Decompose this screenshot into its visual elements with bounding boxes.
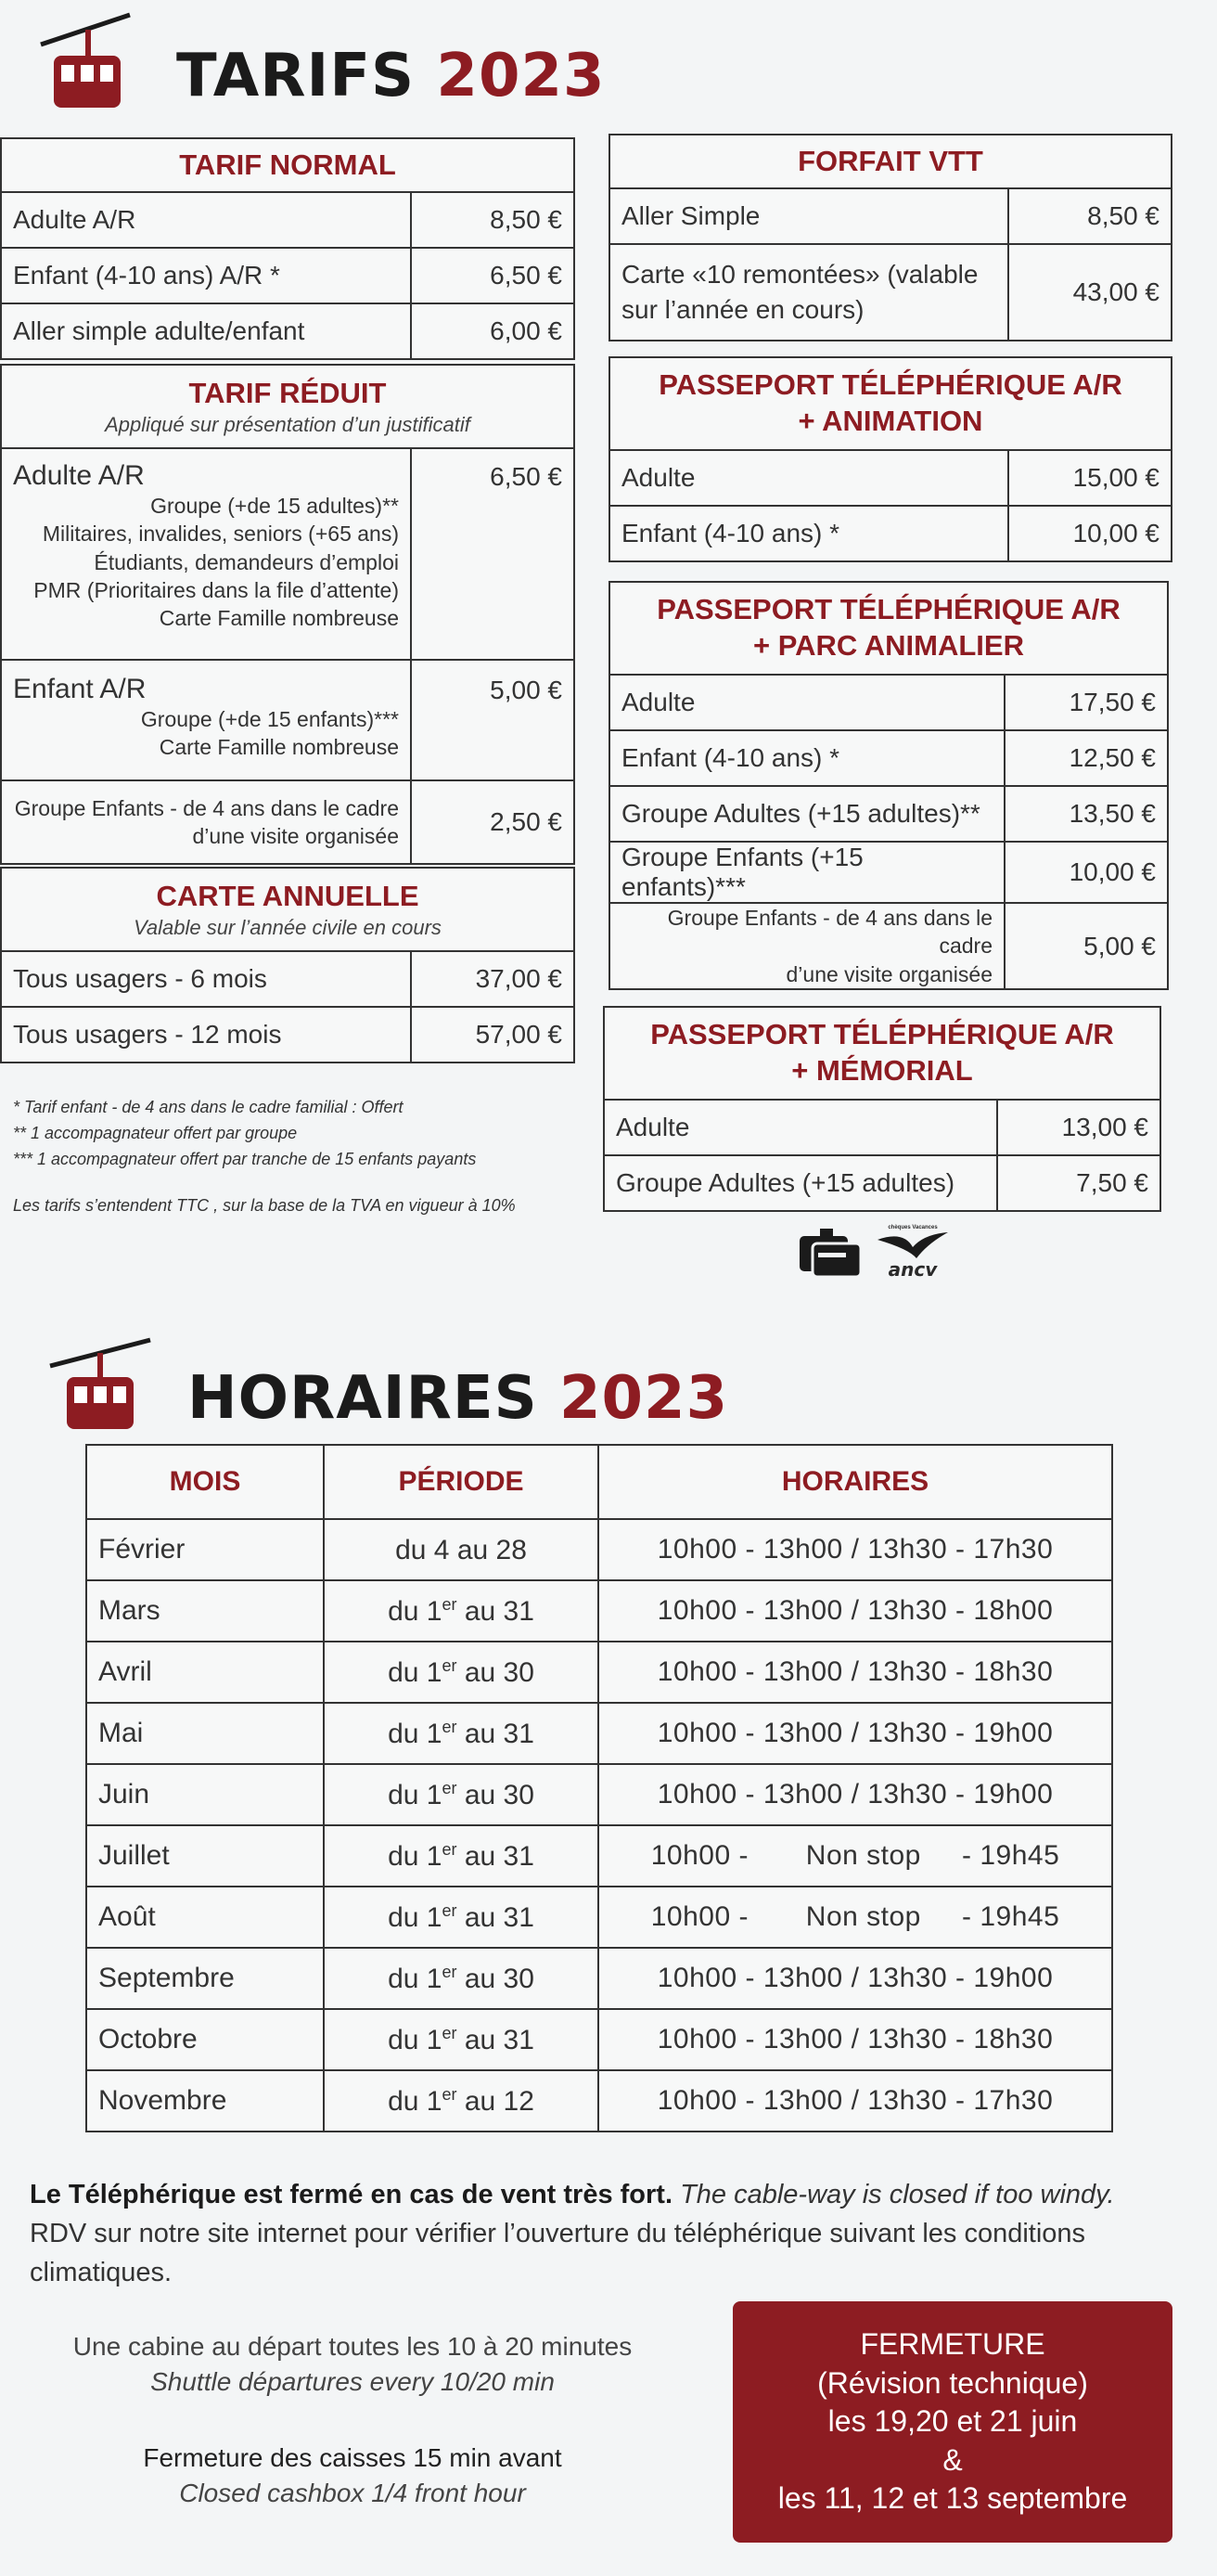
periode-sup: er (442, 2084, 457, 2104)
forfait-vtt-header: FORFAIT VTT (609, 135, 1172, 188)
periode-start: du 1 (388, 1779, 442, 1810)
periode-sup: er (442, 1900, 457, 1920)
pass-memorial-price: 7,50 € (997, 1155, 1160, 1211)
tarif-reduit-groupe-line: Groupe Enfants - de 4 ans dans le cadre (14, 795, 399, 820)
schedule-row (86, 1642, 1112, 1703)
schedule-horaires: 10h00 - Non stop - 19h45 (598, 1887, 1112, 1948)
schedule-header-periode: PÉRIODE (324, 1445, 598, 1519)
ancv-logo (876, 1225, 950, 1281)
pass-parc-label: Enfant (4-10 ans) * (609, 730, 1005, 786)
schedule-horaires: 10h00 - 13h00 / 13h30 - 19h00 (598, 1764, 1112, 1825)
periode-end: au 30 (456, 1963, 534, 1994)
pass-parc-groupe-line: d’une visite organisée (786, 961, 993, 986)
tarif-reduit-table (0, 364, 575, 865)
tarif-reduit-adulte-line: Militaires, invalides, seniors (+65 ans) (42, 522, 399, 547)
fermeture-l5: les 11, 12 et 13 septembre (777, 2481, 1128, 2516)
cabine-en: Shuttle départures every 10/20 min (150, 2366, 555, 2396)
tarif-reduit-adulte-line: Groupe (+de 15 adultes)** (150, 494, 399, 518)
periode-start: du 1 (388, 1963, 442, 1994)
ancv-caption: chèques Vacances (888, 1225, 938, 1230)
schedule-mois: Avril (86, 1642, 324, 1703)
pass-parc-label: Groupe Enfants (+15 enfants)*** (609, 842, 1005, 903)
tarif-reduit-groupe-price: 2,50 € (411, 780, 574, 864)
fermeture-box (733, 2301, 1172, 2543)
forfait-vtt-label: Carte «10 remontées» (valable sur l’année en cours) (609, 244, 1008, 341)
periode-sup: er (442, 1717, 457, 1736)
schedule-horaires: 10h00 - 13h00 / 13h30 - 18h30 (598, 2009, 1112, 2070)
pass-parc-price: 17,50 € (1005, 675, 1168, 730)
cabine-fr: Une cabine au départ toutes les 10 à 20 minutes (72, 2332, 633, 2361)
schedule-row (86, 1703, 1112, 1764)
schedule-periode (324, 1825, 598, 1887)
schedule-mois: Octobre (86, 2009, 324, 2070)
pass-parc-table (608, 581, 1169, 990)
info-block (30, 2175, 1180, 2292)
periode-sup: er (442, 2023, 457, 2042)
schedule-header-mois: MOIS (86, 1445, 324, 1519)
periode-start: du 1 (388, 2024, 442, 2055)
schedule-periode (324, 1948, 598, 2009)
periode-end: au 31 (456, 2024, 534, 2055)
tarif-normal-table (0, 137, 575, 360)
caisses-fr: Fermeture des caisses 15 min avant (143, 2443, 562, 2472)
schedule-row (86, 1764, 1112, 1825)
caisses-en: Closed cashbox 1/4 front hour (179, 2478, 526, 2507)
pass-parc-price: 10,00 € (1005, 842, 1168, 903)
periode-sup: er (442, 1839, 457, 1859)
pass-parc-header-l1: PASSEPORT TÉLÉPHÉRIQUE A/R (657, 593, 1121, 626)
tarif-reduit-enfant-price: 5,00 € (411, 660, 574, 780)
horaires-year: 2023 (558, 1364, 729, 1433)
schedule-periode (324, 1703, 598, 1764)
tarif-reduit-enfant-label: Enfant A/R (13, 674, 147, 704)
pass-parc-header-l2: + PARC ANIMALIER (753, 629, 1024, 662)
tarif-reduit-groupe-line: d’une visite organisée (192, 824, 399, 848)
tarif-reduit-adulte-label: Adulte A/R (13, 460, 145, 491)
periode-end: au 31 (456, 1595, 534, 1627)
schedule-periode (324, 1642, 598, 1703)
tarif-normal-label: Aller simple adulte/enfant (1, 303, 411, 359)
footnote: ** 1 accompagnateur offert par groupe (13, 1123, 298, 1142)
periode-end: au 12 (456, 2085, 534, 2117)
schedule-row (86, 1887, 1112, 1948)
tarifs-word: TARIFS (176, 42, 416, 110)
schedule-periode (324, 2009, 598, 2070)
tarif-reduit-adulte-line: Carte Famille nombreuse (159, 606, 399, 631)
payment-logos (798, 1223, 950, 1281)
schedule-mois: Mars (86, 1580, 324, 1642)
footnotes (13, 1095, 570, 1219)
schedule-horaires: 10h00 - 13h00 / 13h30 - 18h30 (598, 1642, 1112, 1703)
pass-animation-price: 10,00 € (1008, 506, 1172, 561)
tarif-normal-price: 6,50 € (411, 248, 574, 303)
schedule-periode (324, 1764, 598, 1825)
periode-start: du 1 (388, 1901, 442, 1933)
footnote: *** 1 accompagnateur offert par tranche de 15 enfants payants (13, 1149, 477, 1168)
info-line2: RDV sur notre site internet pour vérifier l’ouverture du téléphérique suivant les conditions climatiques. (30, 2219, 1086, 2288)
pass-parc-groupe-price: 5,00 € (1005, 903, 1168, 989)
tarifs-title (37, 9, 606, 111)
periode-start: du 1 (388, 1595, 442, 1627)
periode-start: du 1 (388, 1840, 442, 1872)
schedule-horaires: 10h00 - 13h00 / 13h30 - 19h00 (598, 1948, 1112, 2009)
caisses-info (28, 2441, 677, 2511)
footnote: * Tarif enfant - de 4 ans dans le cadre familial : Offert (13, 1098, 404, 1116)
schedule-table (85, 1444, 1113, 2132)
pass-memorial-header-l2: + MÉMORIAL (791, 1054, 973, 1087)
periode-start: du 1 (388, 2085, 442, 2117)
periode-end: au 31 (456, 1718, 534, 1749)
tarifs-year: 2023 (436, 42, 606, 110)
tarif-reduit-enfant-line: Carte Famille nombreuse (159, 735, 399, 760)
schedule-horaires: 10h00 - 13h00 / 13h30 - 18h00 (598, 1580, 1112, 1642)
tarif-normal-header: TARIF NORMAL (1, 138, 574, 192)
pass-parc-label: Groupe Adultes (+15 adultes)** (609, 786, 1005, 842)
periode-end: au 30 (456, 1656, 534, 1688)
ancv-text: ancv (888, 1258, 938, 1281)
pass-animation-header-l2: + ANIMATION (798, 405, 983, 437)
schedule-row (86, 1825, 1112, 1887)
fermeture-l4: & (942, 2442, 963, 2477)
cable-car-icon (46, 1336, 154, 1433)
schedule-row (86, 1580, 1112, 1642)
carte-annuelle-label: Tous usagers - 6 mois (1, 951, 411, 1007)
pass-animation-header-l1: PASSEPORT TÉLÉPHÉRIQUE A/R (659, 368, 1122, 402)
ttc-note: Les tarifs s’entendent TTC , sur la base de la TVA en vigueur à 10% (13, 1195, 516, 1215)
carte-annuelle-price: 57,00 € (411, 1007, 574, 1063)
pass-memorial-header-l1: PASSEPORT TÉLÉPHÉRIQUE A/R (650, 1018, 1114, 1051)
horaires-word: HORAIRES (187, 1364, 538, 1433)
pass-parc-label: Adulte (609, 675, 1005, 730)
schedule-mois: Février (86, 1519, 324, 1580)
fermeture-l1: FERMETURE (860, 2327, 1045, 2362)
forfait-vtt-price: 8,50 € (1008, 188, 1172, 244)
pass-animation-label: Adulte (609, 450, 1008, 506)
cabine-info (28, 2329, 677, 2400)
tarif-normal-label: Enfant (4-10 ans) A/R * (1, 248, 411, 303)
schedule-header-horaires: HORAIRES (598, 1445, 1112, 1519)
periode-sup: er (442, 1655, 457, 1675)
pass-memorial-label: Groupe Adultes (+15 adultes) (604, 1155, 997, 1211)
tarif-normal-price: 6,00 € (411, 303, 574, 359)
periode-sup: er (442, 1594, 457, 1614)
schedule-mois: Mai (86, 1703, 324, 1764)
schedule-mois: Juillet (86, 1825, 324, 1887)
tarif-reduit-adulte-line: PMR (Prioritaires dans la file d’attente) (33, 578, 399, 603)
tarif-normal-price: 8,50 € (411, 192, 574, 248)
schedule-row (86, 1948, 1112, 2009)
schedule-periode (324, 1580, 598, 1642)
fermeture-l2: (Révision technique) (817, 2365, 1088, 2400)
schedule-periode (324, 1887, 598, 1948)
cable-car-icon (37, 9, 139, 111)
pass-memorial-table (603, 1006, 1161, 1212)
schedule-row (86, 2009, 1112, 2070)
periode-end: au 30 (456, 1779, 534, 1810)
tarif-normal-label: Adulte A/R (1, 192, 411, 248)
pass-animation-label: Enfant (4-10 ans) * (609, 506, 1008, 561)
carte-annuelle-table (0, 867, 575, 1063)
forfait-vtt-price: 43,00 € (1008, 244, 1172, 341)
schedule-mois: Juin (86, 1764, 324, 1825)
pass-animation-table (608, 356, 1172, 562)
periode-sup: er (442, 1778, 457, 1797)
pass-parc-price: 12,50 € (1005, 730, 1168, 786)
pass-parc-price: 13,50 € (1005, 786, 1168, 842)
tarif-reduit-header: TARIF RÉDUIT (188, 376, 387, 409)
info-italic: The cable-way is closed if too windy. (673, 2180, 1115, 2209)
schedule-mois: Novembre (86, 2070, 324, 2132)
credit-card-icon (798, 1223, 863, 1281)
carte-annuelle-header: CARTE ANNUELLE (156, 879, 419, 912)
schedule-periode (324, 1519, 598, 1580)
periode-start: du 1 (388, 1656, 442, 1688)
pass-memorial-label: Adulte (604, 1100, 997, 1155)
schedule-horaires: 10h00 - Non stop - 19h45 (598, 1825, 1112, 1887)
carte-annuelle-price: 37,00 € (411, 951, 574, 1007)
pass-parc-groupe-line: Groupe Enfants - de 4 ans dans le cadre (667, 906, 993, 959)
schedule-row (86, 2070, 1112, 2132)
horaires-title (46, 1336, 728, 1433)
schedule-row (86, 1519, 1112, 1580)
info-bold: Le Téléphérique est fermé en cas de vent très fort. (30, 2180, 673, 2209)
forfait-vtt-table (608, 134, 1172, 341)
tarif-reduit-adulte-line: Étudiants, demandeurs d’emploi (94, 549, 399, 574)
schedule-periode (324, 2070, 598, 2132)
tarif-reduit-adulte-price: 6,50 € (411, 448, 574, 660)
schedule-mois: Septembre (86, 1948, 324, 2009)
schedule-horaires: 10h00 - 13h00 / 13h30 - 17h30 (598, 1519, 1112, 1580)
periode-end: au 31 (456, 1840, 534, 1872)
carte-annuelle-label: Tous usagers - 12 mois (1, 1007, 411, 1063)
periode-sup: er (442, 1962, 457, 1981)
schedule-mois: Août (86, 1887, 324, 1948)
forfait-vtt-label: Aller Simple (609, 188, 1008, 244)
carte-annuelle-sub: Valable sur l’année civile en cours (134, 915, 442, 939)
tarif-reduit-enfant-line: Groupe (+de 15 enfants)*** (140, 707, 399, 731)
pass-memorial-price: 13,00 € (997, 1100, 1160, 1155)
periode-start: du 1 (388, 1718, 442, 1749)
periode-start: du 4 au 28 (395, 1534, 527, 1565)
schedule-horaires: 10h00 - 13h00 / 13h30 - 19h00 (598, 1703, 1112, 1764)
periode-end: au 31 (456, 1901, 534, 1933)
pass-animation-price: 15,00 € (1008, 450, 1172, 506)
tarif-reduit-sub: Appliqué sur présentation d’un justificatif (105, 412, 470, 436)
schedule-horaires: 10h00 - 13h00 / 13h30 - 17h30 (598, 2070, 1112, 2132)
fermeture-l3: les 19,20 et 21 juin (827, 2404, 1078, 2439)
